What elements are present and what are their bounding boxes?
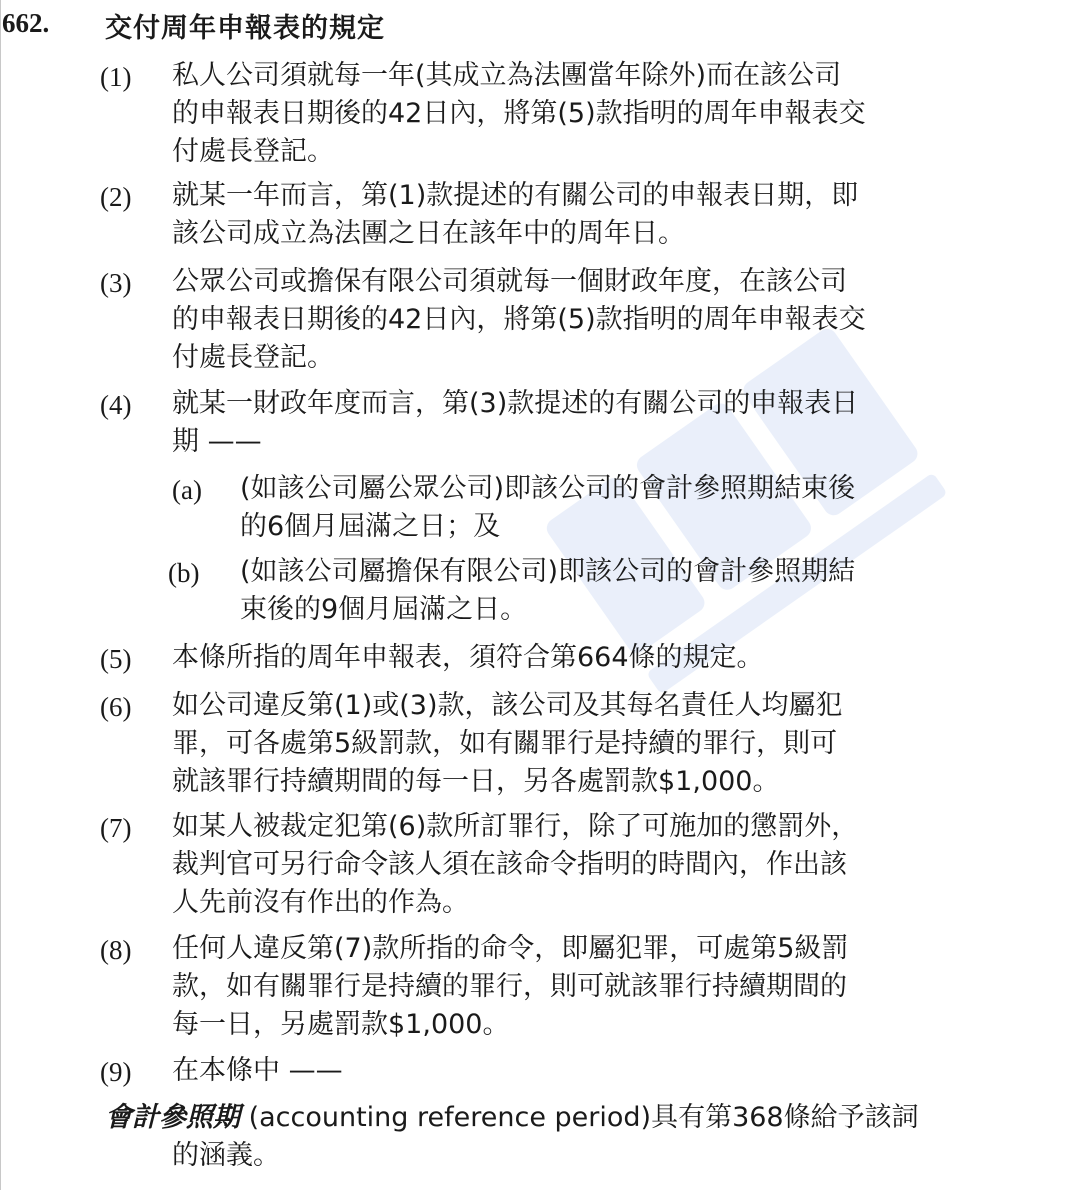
subsection-8-text: 任何人違反第(7)款所指的命令，即屬犯罪，可處第5級罰 款，如有關罪行是持續的罪行，則可就該罪行持續期間的 每一日，另處罰款$1,000。 bbox=[172, 933, 849, 1040]
subsection-5-number: (5) bbox=[100, 644, 132, 674]
definition-text: (accounting reference period)具有第368條給予該詞 bbox=[240, 1102, 919, 1133]
subsection-6-text: 如公司違反第(1)或(3)款，該公司及其每名責任人均屬犯 罪，可各處第5級罰款，如有關罪行是持續的罪行，則可 就該罪行持續期間的每一日，另各處罰款$1,000。 bbox=[172, 690, 843, 797]
subsection-7-number: (7) bbox=[100, 813, 132, 843]
subsection-4-number: (4) bbox=[100, 390, 132, 420]
page-left-border bbox=[0, 0, 1, 1190]
subsection-7-text: 如某人被裁定犯第(6)款所訂罪行，除了可施加的懲罰外， 裁判官可另行命令該人須在該命令指明的時間內，作出該 人先前沒有作出的作為。 bbox=[172, 811, 859, 918]
subsection-3-text: 公眾公司或擔保有限公司須就每一個財政年度，在該公司 的申報表日期後的42日內，將第(5)款指明的周年申報表交 付處長登記。 bbox=[172, 266, 866, 373]
subsection-2-number: (2) bbox=[100, 182, 132, 212]
subsection-9-text: 在本條中 —— bbox=[172, 1055, 343, 1086]
definition-accounting-reference-period bbox=[105, 1099, 919, 1137]
subsection-9-number: (9) bbox=[100, 1057, 132, 1087]
paragraph-b-number: (b) bbox=[168, 558, 200, 588]
paragraph-a-text: (如該公司屬公眾公司)即該公司的會計參照期結束後 的6個月屆滿之日；及 bbox=[240, 473, 856, 542]
subsection-4-text: 就某一財政年度而言，第(3)款提述的有關公司的申報表日 期 —— bbox=[172, 388, 859, 457]
paragraph-a-number: (a) bbox=[172, 475, 202, 505]
paragraph-b-text: (如該公司屬擔保有限公司)即該公司的會計參照期結 束後的9個月屆滿之日。 bbox=[240, 556, 856, 625]
subsection-1-text: 私人公司須就每一年(其成立為法團當年除外)而在該公司 的申報表日期後的42日內，將第(5)款指明的周年申報表交 付處長登記。 bbox=[172, 60, 866, 167]
subsection-5-text: 本條所指的周年申報表，須符合第664條的規定。 bbox=[172, 642, 764, 673]
definition-continuation: 的涵義。 bbox=[172, 1140, 280, 1171]
subsection-8-number: (8) bbox=[100, 935, 132, 965]
subsection-2-text: 就某一年而言，第(1)款提述的有關公司的申報表日期，即 該公司成立為法團之日在該年中的周年日。 bbox=[172, 180, 859, 249]
subsection-1-number: (1) bbox=[100, 62, 132, 92]
subsection-6-number: (6) bbox=[100, 692, 132, 722]
subsection-3-number: (3) bbox=[100, 268, 132, 298]
definition-term: 會計參照期 bbox=[105, 1102, 240, 1133]
section-number: 662. bbox=[2, 8, 50, 38]
section-title: 交付周年申報表的規定 bbox=[105, 13, 385, 44]
